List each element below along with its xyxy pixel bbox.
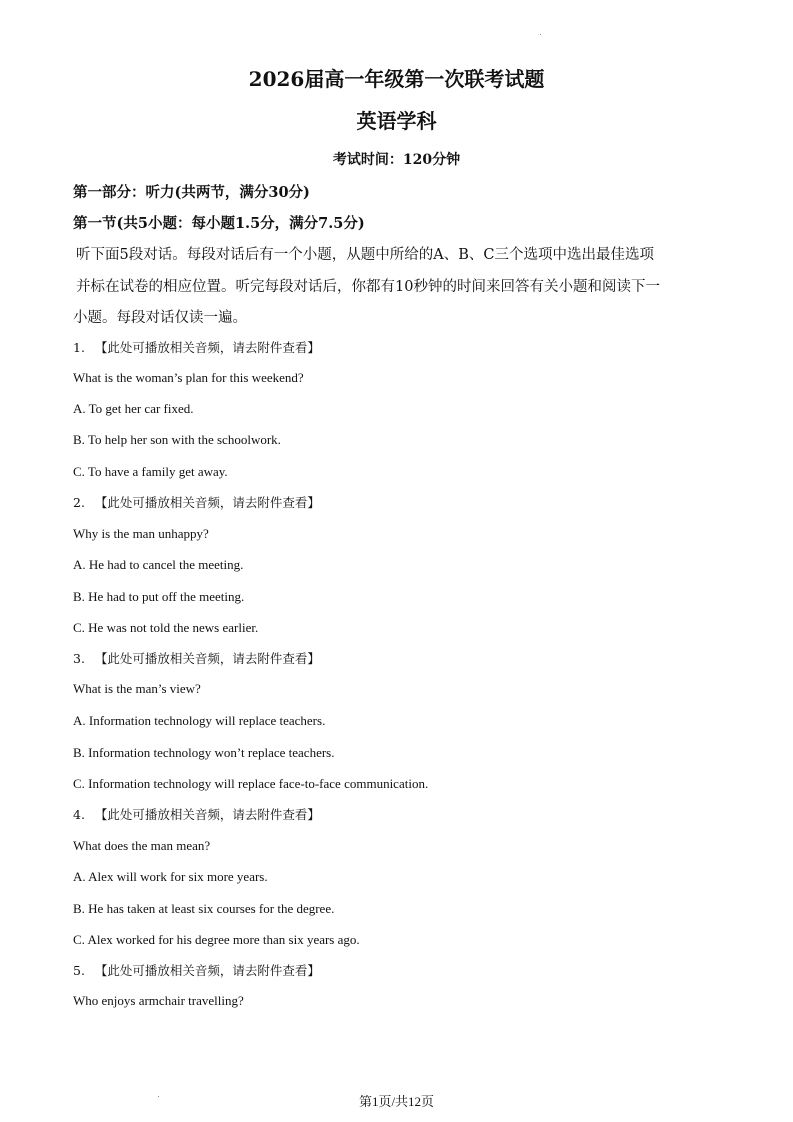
question-stem: What is the woman’s plan for this weekend? [73,370,304,385]
question-number: 3. [73,651,85,666]
question-header [73,493,320,511]
option-a: A. Alex will work for six more years. [73,869,268,884]
exam-title: 2026届高一年级第一次联考试题 [248,67,545,91]
question-number: 4. [73,807,85,822]
question-stem: What is the man’s view? [73,681,201,696]
question-number: 5. [73,963,85,978]
option-a: A. To get her car fixed. [73,401,194,416]
audio-note: 【此处可播放相关音频，请去附件查看】 [94,963,320,978]
question-stem: Who enjoys armchair travelling? [73,993,244,1008]
audio-note: 【此处可播放相关音频，请去附件查看】 [94,807,320,822]
part1-heading: 第一部分：听力(共两节，满分30分) [73,184,310,201]
audio-note: 【此处可播放相关音频，请去附件查看】 [94,340,320,355]
question-stem: What does the man mean? [73,838,211,853]
question-stem: Why is the man unhappy? [73,526,209,541]
option-b: B. To help her son with the schoolwork. [73,432,281,447]
section1-heading: 第一节(共5小题：每小题1.5分，满分7.5分) [73,215,365,232]
page-number: 第1页/共12页 [358,1094,435,1109]
audio-note: 【此处可播放相关音频，请去附件查看】 [94,495,320,510]
question-number: 2. [73,495,85,510]
option-c: C. Information technology will replace face-to-face communication. [73,776,429,791]
question-header [73,649,320,667]
option-a: A. He had to cancel the meeting. [73,557,244,572]
option-b: B. He has taken at least six courses for the degree. [73,901,335,916]
scan-speck [158,1096,159,1097]
option-b: B. He had to put off the meeting. [73,589,245,604]
option-c: C. He was not told the news earlier. [73,620,259,635]
subject-title: 英语学科 [356,109,437,133]
option-b: B. Information technology won’t replace teachers. [73,745,335,760]
question-header [73,338,320,356]
question-number: 1. [73,340,85,355]
exam-time: 考试时间：120分钟 [332,152,461,168]
instruction-line: 听下面5段对话。每段对话后有一个小题，从题中所给的A、B、C三个选项中选出最佳选项 [76,247,654,263]
scan-speck [540,34,541,35]
option-c: C. Alex worked for his degree more than six years ago. [73,932,360,947]
instruction-line: 小题。每段对话仅读一遍。 [73,310,247,326]
question-header [73,961,320,979]
audio-note: 【此处可播放相关音频，请去附件查看】 [94,651,320,666]
instruction-line: 并标在试卷的相应位置。听完每段对话后，你都有10秒钟的时间来回答有关小题和阅读下一 [76,279,660,295]
question-header [73,805,320,823]
option-c: C. To have a family get away. [73,464,228,479]
option-a: A. Information technology will replace teachers. [73,713,326,728]
